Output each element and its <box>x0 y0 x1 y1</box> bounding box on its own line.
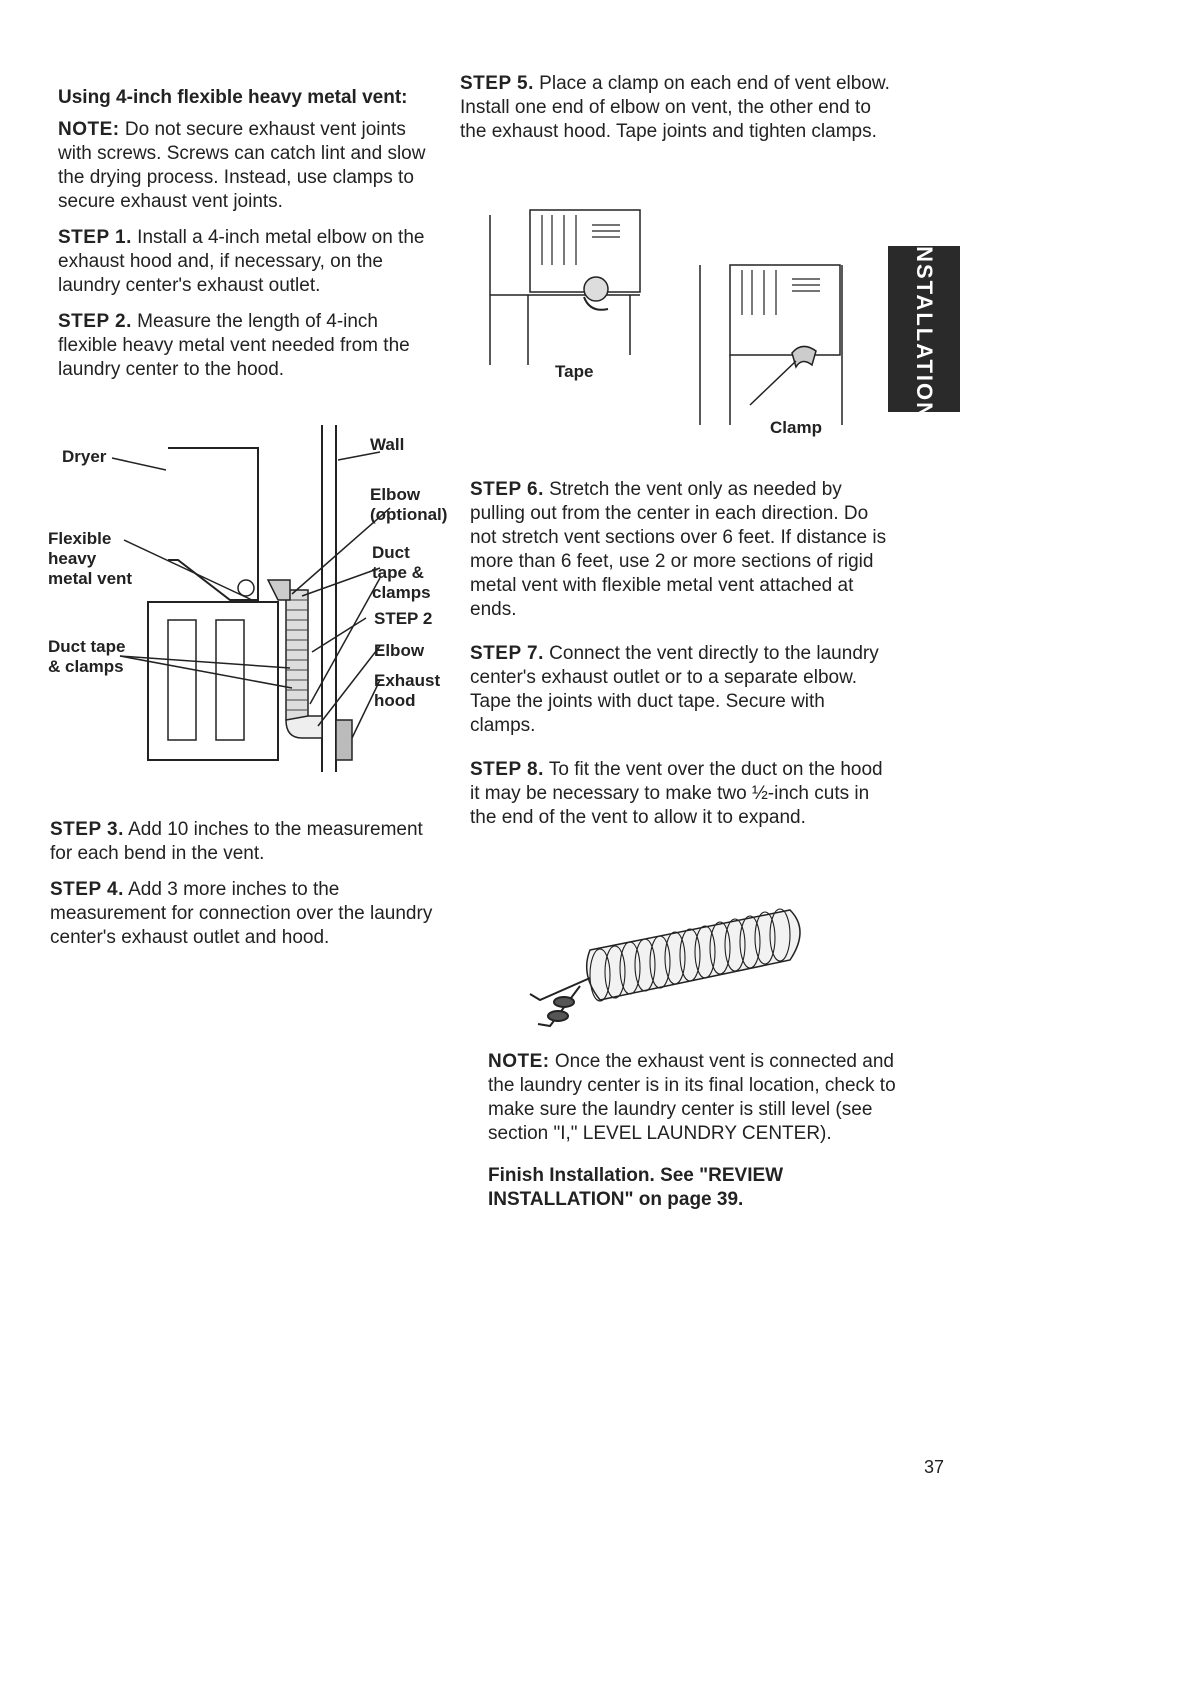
label-elbow: Elbow <box>374 641 425 660</box>
vent-diagram <box>40 420 460 785</box>
step6-paragraph <box>470 478 890 622</box>
section-heading: Using 4-inch flexible heavy metal vent: <box>58 87 408 108</box>
step6-label: STEP 6. <box>470 479 544 500</box>
label-dryer: Dryer <box>62 447 107 466</box>
step3-paragraph <box>50 818 440 866</box>
left-column <box>58 86 438 394</box>
label-duct-2: tape & <box>372 563 424 582</box>
step3-text: Add 10 inches to the measurement for each bend in the vent. <box>50 819 423 864</box>
final-note-text: Once the exhaust vent is connected and the laundry center is in its final location, check to make sure the laundry center is still level (see section "I," LEVEL LAUNDRY CENTER). <box>488 1051 896 1144</box>
label-clamp: Clamp <box>770 418 822 437</box>
step3-label: STEP 3. <box>50 819 124 840</box>
note-text: Do not secure exhaust vent joints with screws. Screws can catch lint and slow the drying process. Instead, use clamps to secure exhaust vent joints. <box>58 119 426 212</box>
label-ducttape-1: Duct tape <box>48 637 126 656</box>
label-ducttape-2: & clamps <box>48 657 124 676</box>
installation-tab-label: INSTALLATION <box>912 237 937 421</box>
label-flexible-3: metal vent <box>48 569 133 588</box>
step1-text: Install a 4-inch metal elbow on the exhaust hood and, if necessary, on the laundry center's exhaust outlet. <box>58 227 425 296</box>
label-wall: Wall <box>370 435 405 454</box>
label-elbow-optional-2: (optional) <box>370 505 448 524</box>
step5-label: STEP 5. <box>460 73 534 94</box>
right-column-lower <box>488 1050 898 1212</box>
step6-text: Stretch the vent only as needed by pulling out from the center in each direction. Do not stretch vent sections over 6 feet. If distance is more than 6 feet, use 2 or more sections of rigid metal vent with flexible metal vent attached at ends. <box>470 479 887 620</box>
right-column-middle <box>470 478 890 842</box>
label-exhaust-2: hood <box>374 691 416 710</box>
note-paragraph <box>58 118 438 214</box>
step8-label: STEP 8. <box>470 759 544 780</box>
step2-label: STEP 2. <box>58 311 132 332</box>
label-duct-1: Duct <box>372 543 410 562</box>
label-elbow-optional-1: Elbow <box>370 485 421 504</box>
step1-paragraph <box>58 226 438 298</box>
label-flexible-1: Flexible <box>48 529 112 548</box>
label-duct-3: clamps <box>372 583 431 602</box>
page-number: 37 <box>924 1457 945 1477</box>
installation-tab <box>888 237 960 421</box>
note-label: NOTE: <box>58 119 120 140</box>
final-note-label: NOTE: <box>488 1051 550 1072</box>
final-note-paragraph <box>488 1050 898 1146</box>
step4-paragraph <box>50 878 440 950</box>
step7-label: STEP 7. <box>470 643 544 664</box>
step4-text: Add 3 more inches to the measurement for connection over the laundry center's exhaust outlet and hood. <box>50 879 433 948</box>
step4-label: STEP 4. <box>50 879 124 900</box>
elbow-install-illustration <box>480 205 870 450</box>
flexible-vent-illustration <box>520 890 820 1045</box>
label-flexible-2: heavy <box>48 549 97 568</box>
label-exhaust-1: Exhaust <box>374 671 441 690</box>
step2-text: Measure the length of 4-inch flexible heavy metal vent needed from the laundry center to the hood. <box>58 311 410 380</box>
step5-text: Place a clamp on each end of vent elbow. Install one end of elbow on vent, the other end to the exhaust hood. Tape joints and tighten clamps. <box>460 73 890 142</box>
step8-text: To fit the vent over the duct on the hood it may be necessary to make two ½-inch cuts in the end of the vent to allow it to expand. <box>470 759 883 828</box>
finish-installation-text: Finish Installation. See "REVIEW INSTALLATION" on page 39. <box>488 1165 784 1210</box>
step7-paragraph <box>470 642 890 738</box>
left-column-lower <box>50 818 440 962</box>
label-tape: Tape <box>555 362 594 381</box>
step1-label: STEP 1. <box>58 227 132 248</box>
step7-text: Connect the vent directly to the laundry center's exhaust outlet or to a separate elbow. Tape the joints with duct tape. Secure with clamps. <box>470 643 879 736</box>
label-step2: STEP 2 <box>374 609 433 628</box>
step5-paragraph <box>460 72 890 144</box>
right-column-top <box>460 72 890 156</box>
step2-paragraph <box>58 310 438 382</box>
step8-paragraph <box>470 758 890 830</box>
